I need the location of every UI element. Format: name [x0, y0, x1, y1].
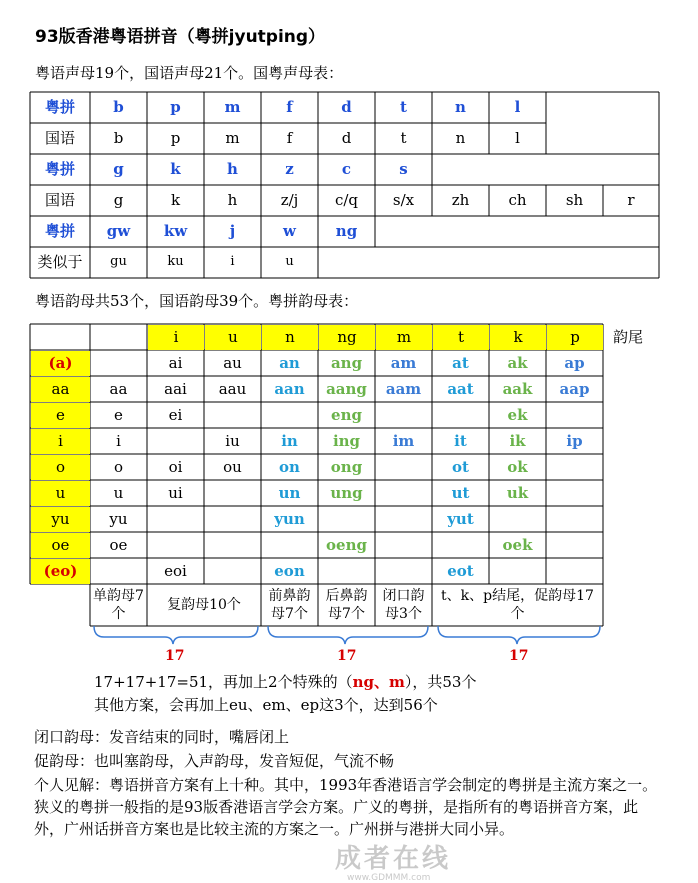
final-cell: oeng — [326, 535, 367, 554]
vowel-row-head: aa — [31, 377, 90, 402]
single-vowel-cell: oe — [109, 535, 128, 554]
consonant-cell: gw — [106, 222, 131, 241]
consonant-cell: ch — [508, 191, 527, 210]
consonant-cell: u — [285, 254, 294, 270]
consonant-cell: t — [400, 129, 407, 148]
coda-header-cell: i — [148, 325, 204, 350]
consonant-cell: kw — [163, 222, 188, 241]
vowel-row-head: (a) — [31, 351, 90, 376]
final-cell: ong — [330, 457, 363, 476]
footer-checked: t、k、p结尾，促韵母17个 — [441, 588, 594, 622]
consonant-cell: b — [113, 129, 124, 148]
final-cell: yut — [447, 509, 474, 528]
consonant-cell: w — [283, 222, 296, 241]
consonant-cell: n — [455, 98, 466, 117]
opinion-paragraph: 个人见解：粤语拼音方案有上十种。其中，1993年香港语言学会制定的粤拼是主流方案之一。狭义的粤拼一般指的是93版香港语言学会方案。广义的粤拼，是指所有的粤语拼音方案，此外，广州话拼音方案也是比较主流的方案之一。广州拼与港拼大同小异。 — [34, 776, 658, 838]
consonant-cell: g — [113, 191, 124, 210]
final-cell: it — [454, 431, 467, 450]
consonant-cell: m — [225, 129, 240, 148]
consonant-cell: l — [514, 98, 521, 117]
final-cell: aat — [447, 379, 474, 398]
final-cell: ap — [564, 353, 585, 372]
coda-header-cell: k — [490, 325, 546, 350]
final-cell: an — [279, 353, 300, 372]
other-scheme-note: 其他方案，会再加上eu、em、ep这3个，达到56个 — [94, 696, 438, 714]
single-vowel-cell: o — [113, 457, 124, 476]
consonant-cell: l — [515, 129, 520, 148]
final-cell: eoi — [164, 561, 187, 580]
final-cell: ui — [168, 483, 183, 502]
brace-left — [94, 626, 258, 644]
final-cell: un — [278, 483, 301, 502]
final-cell: eng — [331, 405, 362, 424]
final-cell: ou — [223, 457, 242, 476]
final-cell: iu — [225, 431, 240, 450]
final-cell: ip — [566, 431, 583, 450]
coda-header-cell: ng — [319, 325, 375, 350]
final-cell: aang — [326, 379, 367, 398]
footer-single: 单韵母7个 — [93, 588, 144, 622]
final-cell: aam — [385, 379, 422, 398]
consonant-intro: 粤语声母19个，国语声母21个。国粤声母表： — [35, 64, 344, 82]
consonant-cell: zh — [451, 191, 470, 210]
brace-middle — [268, 626, 428, 644]
consonant-row-label: 粤拼 — [44, 98, 75, 117]
consonant-cell: k — [170, 191, 181, 210]
consonant-cell: sh — [565, 191, 584, 210]
final-cell: aai — [164, 379, 187, 398]
consonant-cell: d — [341, 129, 352, 148]
coda-header-cell: t — [433, 325, 489, 350]
single-vowel-cell: aa — [109, 379, 128, 398]
final-cell: am — [390, 353, 417, 372]
final-cell: ot — [452, 457, 469, 476]
consonant-cell: b — [113, 98, 124, 117]
vowel-row-head: i — [31, 429, 90, 454]
vowel-row-head: (eo) — [31, 559, 90, 584]
brace-count-1: 17 — [165, 648, 185, 664]
consonant-cell: j — [229, 222, 236, 241]
final-cell: im — [392, 431, 415, 450]
final-cell: ing — [332, 431, 361, 450]
single-vowel-cell: e — [114, 405, 123, 424]
watermark: 成者在线 www.GDMMM.com — [335, 844, 452, 883]
footer-compound: 复韵母10个 — [167, 597, 241, 613]
consonant-cell: z — [285, 160, 294, 179]
vowel-row-head: yu — [31, 507, 90, 532]
consonant-row-label: 类似于 — [37, 253, 83, 272]
consonant-cell: ng — [335, 222, 358, 241]
consonant-row-label: 国语 — [44, 191, 75, 210]
final-cell: ak — [507, 353, 528, 372]
sum-note: 17+17+17=51，再加上2个特殊的（ng、m），共53个 — [94, 673, 477, 691]
consonant-cell: d — [341, 98, 352, 117]
footer-back-nasal: 后鼻韵母7个 — [325, 588, 368, 622]
single-vowel-cell: yu — [109, 509, 128, 528]
consonant-cell: z/j — [280, 191, 299, 210]
final-cell: eon — [274, 561, 305, 580]
page-title: 93版香港粤语拼音（粤拼jyutping） — [35, 27, 326, 47]
coda-label: 韵尾 — [612, 327, 643, 346]
consonant-cell: s/x — [392, 191, 415, 210]
consonant-cell: m — [224, 98, 241, 117]
vowel-row-head: e — [31, 403, 90, 428]
final-cell: ang — [330, 353, 363, 372]
consonant-cell: f — [286, 129, 293, 148]
final-cell: oek — [502, 535, 533, 554]
consonant-cell: ku — [167, 254, 184, 270]
final-cell: aau — [218, 379, 247, 398]
consonant-cell: p — [170, 98, 181, 117]
consonant-cell: gu — [110, 254, 127, 270]
consonant-cell: f — [286, 98, 293, 117]
final-cell: ai — [168, 353, 183, 372]
footer-front-nasal: 前鼻韵母7个 — [268, 588, 311, 622]
final-cell: au — [223, 353, 242, 372]
final-cell: ok — [507, 457, 528, 476]
final-cell: aan — [274, 379, 305, 398]
single-vowel-cell: i — [116, 431, 121, 450]
consonant-cell: h — [227, 191, 238, 210]
consonant-cell: n — [455, 129, 466, 148]
consonant-cell: r — [627, 191, 635, 210]
consonant-row-label: 粤拼 — [44, 222, 75, 241]
consonant-cell: s — [399, 160, 408, 179]
vowel-intro: 粤语韵母共53个，国语韵母39个。粤拼韵母表： — [35, 292, 359, 310]
coda-header-cell: m — [376, 325, 432, 350]
consonant-cell: k — [170, 160, 181, 179]
consonant-cell: g — [113, 160, 124, 179]
final-cell: eot — [447, 561, 474, 580]
consonant-cell: i — [230, 254, 235, 270]
consonant-row-label: 国语 — [44, 129, 75, 148]
brace-right — [438, 626, 600, 644]
brace-count-3: 17 — [509, 648, 529, 664]
def-checked: 促韵母：也叫塞韵母，入声韵母，发音短促，气流不畅 — [34, 752, 395, 770]
final-cell: ung — [330, 483, 363, 502]
vowel-row-head: u — [31, 481, 90, 506]
consonant-cell: p — [170, 129, 181, 148]
final-cell: ei — [168, 405, 183, 424]
def-closed: 闭口韵母：发音结束的同时，嘴唇闭上 — [34, 728, 290, 746]
footer-closed: 闭口韵母3个 — [382, 588, 425, 622]
vowel-row-head: o — [31, 455, 90, 480]
final-cell: at — [452, 353, 469, 372]
coda-header-cell: p — [547, 325, 603, 350]
coda-header-cell: n — [262, 325, 318, 350]
final-cell: yun — [274, 509, 305, 528]
final-cell: ek — [507, 405, 528, 424]
coda-header-cell: u — [205, 325, 261, 350]
final-cell: aap — [559, 379, 590, 398]
final-cell: uk — [506, 483, 529, 502]
single-vowel-cell: u — [113, 483, 124, 502]
final-cell: aak — [502, 379, 533, 398]
brace-count-2: 17 — [337, 648, 357, 664]
final-cell: on — [279, 457, 300, 476]
final-cell: in — [281, 431, 298, 450]
consonant-cell: t — [400, 98, 407, 117]
consonant-cell: h — [227, 160, 238, 179]
vowel-row-head: oe — [31, 533, 90, 558]
consonant-cell: c/q — [334, 191, 359, 210]
final-cell: oi — [168, 457, 183, 476]
final-cell: ut — [451, 483, 470, 502]
consonant-cell: c — [341, 160, 352, 179]
consonant-row-label: 粤拼 — [44, 160, 75, 179]
final-cell: ik — [509, 431, 526, 450]
